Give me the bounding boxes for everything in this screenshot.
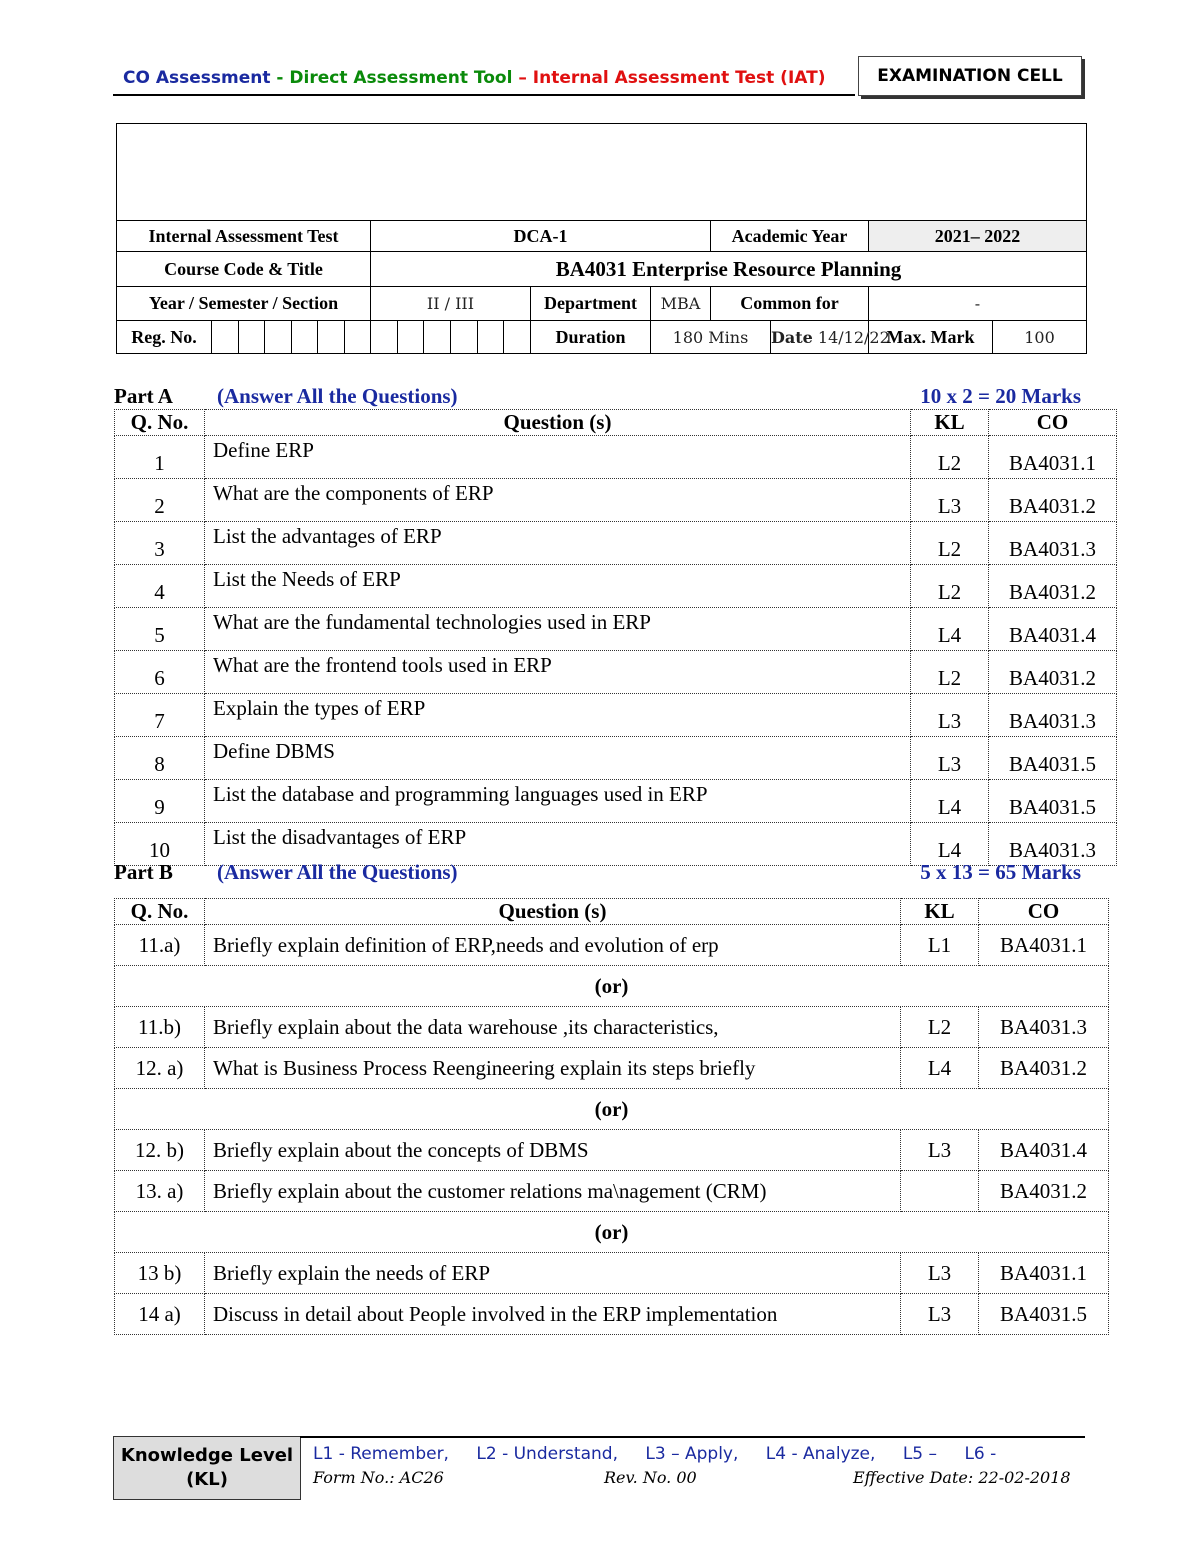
header-qno: Q. No. <box>115 410 205 436</box>
common-for-value: - <box>869 287 1087 321</box>
course-outcome: BA4031.5 <box>989 737 1117 780</box>
question-text: Discuss in detail about People involved in the ERP implementation <box>205 1294 901 1335</box>
knowledge-level: L3 <box>911 479 989 522</box>
question-text: Briefly explain about the concepts of DBMS <box>205 1130 901 1171</box>
reg-digit-box[interactable] <box>292 321 319 353</box>
question-text: Explain the types of ERP <box>205 694 911 737</box>
question-number: 8 <box>115 737 205 780</box>
reg-digit-box[interactable] <box>265 321 292 353</box>
kl-level: L6 - <box>964 1444 997 1464</box>
question-text: List the database and programming languages used in ERP <box>205 780 911 823</box>
kl-level: L5 – <box>902 1444 938 1464</box>
academic-year-label: Academic Year <box>711 221 869 252</box>
question-number: 14 a) <box>115 1294 205 1335</box>
date-cell <box>771 321 890 354</box>
header-title <box>123 68 825 88</box>
duration-label: Duration <box>531 321 651 354</box>
kl-level: L2 - Understand, <box>476 1444 618 1464</box>
question-row <box>115 522 1117 565</box>
part-a-instruction: (Answer All the Questions) <box>217 384 458 408</box>
knowledge-level: L3 <box>901 1253 979 1294</box>
reg-digit-box[interactable] <box>504 321 530 353</box>
reg-digit-box[interactable] <box>478 321 505 353</box>
question-row <box>115 925 1109 966</box>
question-number: 13 b) <box>115 1253 205 1294</box>
question-row <box>115 1171 1109 1212</box>
knowledge-level: L4 <box>901 1048 979 1089</box>
knowledge-level: L4 <box>911 823 989 866</box>
question-text: Define DBMS <box>205 737 911 780</box>
question-row <box>115 780 1117 823</box>
common-for-label: Common for <box>711 287 869 321</box>
question-row <box>115 1253 1109 1294</box>
part-a-table <box>114 409 1117 866</box>
course-outcome: BA4031.2 <box>979 1048 1109 1089</box>
kl-level: L4 - Analyze, <box>765 1444 876 1464</box>
reg-digit-box[interactable] <box>318 321 345 353</box>
question-text: What are the frontend tools used in ERP <box>205 651 911 694</box>
reg-no-label: Reg. No. <box>117 321 212 353</box>
course-outcome: BA4031.1 <box>979 925 1109 966</box>
or-row <box>115 1089 1109 1130</box>
question-number: 11.a) <box>115 925 205 966</box>
or-row <box>115 966 1109 1007</box>
knowledge-level: L2 <box>911 651 989 694</box>
question-number: 7 <box>115 694 205 737</box>
department-value: MBA <box>651 287 711 321</box>
or-separator: (or) <box>115 1212 1109 1253</box>
header-kl: KL <box>911 410 989 436</box>
header-co: CO <box>989 410 1117 436</box>
duration-value: 180 Mins <box>651 321 771 354</box>
question-row <box>115 608 1117 651</box>
knowledge-level <box>901 1171 979 1212</box>
question-text: List the disadvantages of ERP <box>205 823 911 866</box>
knowledge-level: L3 <box>901 1130 979 1171</box>
question-number: 10 <box>115 823 205 866</box>
course-outcome: BA4031.5 <box>989 780 1117 823</box>
reg-digit-box[interactable] <box>212 321 239 353</box>
or-separator: (or) <box>115 1089 1109 1130</box>
or-separator: (or) <box>115 966 1109 1007</box>
reg-digit-box[interactable] <box>239 321 266 353</box>
knowledge-level: L2 <box>911 565 989 608</box>
revision-number: Rev. No. 00 <box>604 1468 697 1487</box>
logo-area <box>117 124 1087 221</box>
course-outcome: BA4031.3 <box>989 522 1117 565</box>
header-rule <box>113 94 855 96</box>
question-text: What is Business Process Reengineering explain its steps briefly <box>205 1048 901 1089</box>
question-text: What are the fundamental technologies used in ERP <box>205 608 911 651</box>
course-outcome: BA4031.3 <box>989 694 1117 737</box>
kl-level: L1 - Remember, <box>313 1444 449 1464</box>
course-outcome: BA4031.2 <box>989 565 1117 608</box>
question-number: 12. b) <box>115 1130 205 1171</box>
part-b-marks: 5 x 13 = 65 Marks <box>920 860 1081 884</box>
kl-level: L3 – Apply, <box>645 1444 739 1464</box>
course-outcome: BA4031.4 <box>979 1130 1109 1171</box>
question-text: List the advantages of ERP <box>205 522 911 565</box>
question-row <box>115 479 1117 522</box>
header-separator: - <box>276 68 284 88</box>
test-label: Internal Assessment Test <box>117 221 371 252</box>
knowledge-level: L4 <box>911 608 989 651</box>
question-number: 6 <box>115 651 205 694</box>
header-co: CO <box>979 899 1109 925</box>
question-text: Briefly explain about the data warehouse ,its characteristics, <box>205 1007 901 1048</box>
examination-cell-box: EXAMINATION CELL <box>858 56 1082 96</box>
question-row <box>115 436 1117 479</box>
header-qno: Q. No. <box>115 899 205 925</box>
knowledge-level: L2 <box>911 522 989 565</box>
kl-box-line1: Knowledge Level <box>120 1445 294 1466</box>
question-row <box>115 565 1117 608</box>
course-label: Course Code & Title <box>117 252 371 287</box>
question-row <box>115 651 1117 694</box>
reg-no-row <box>117 321 371 354</box>
course-outcome: BA4031.3 <box>979 1007 1109 1048</box>
knowledge-levels-list <box>313 1444 1018 1464</box>
question-number: 3 <box>115 522 205 565</box>
question-number: 11.b) <box>115 1007 205 1048</box>
knowledge-level: L1 <box>901 925 979 966</box>
part-b-header-row <box>115 899 1109 925</box>
question-row <box>115 1007 1109 1048</box>
max-mark-value: 100 <box>993 321 1087 354</box>
exam-info-table <box>116 123 1087 354</box>
knowledge-level-box <box>113 1436 301 1500</box>
knowledge-level: L3 <box>911 737 989 780</box>
academic-year-value: 2021– 2022 <box>869 221 1087 252</box>
date-label: Date <box>771 327 813 347</box>
reg-digit-box[interactable] <box>451 321 478 353</box>
page-header <box>113 62 1085 98</box>
question-row <box>115 1294 1109 1335</box>
knowledge-level: L3 <box>911 694 989 737</box>
question-text: Briefly explain about the customer relations ma\nagement (CRM) <box>205 1171 901 1212</box>
reg-no-cells-2 <box>371 321 531 354</box>
course-outcome: BA4031.1 <box>989 436 1117 479</box>
course-outcome: BA4031.3 <box>989 823 1117 866</box>
year-sem-section-label: Year / Semester / Section <box>117 287 371 321</box>
course-outcome: BA4031.4 <box>989 608 1117 651</box>
question-text: List the Needs of ERP <box>205 565 911 608</box>
question-text: Briefly explain the needs of ERP <box>205 1253 901 1294</box>
question-row <box>115 1048 1109 1089</box>
question-row <box>115 694 1117 737</box>
knowledge-level: L3 <box>901 1294 979 1335</box>
course-outcome: BA4031.2 <box>989 651 1117 694</box>
reg-no-cells <box>117 321 370 353</box>
part-b-title: Part B <box>114 860 173 884</box>
reg-digit-box[interactable] <box>371 321 398 353</box>
course-value: BA4031 Enterprise Resource Planning <box>371 252 1087 287</box>
part-b-instruction: (Answer All the Questions) <box>217 860 458 884</box>
header-question: Question (s) <box>205 899 901 925</box>
question-number: 12. a) <box>115 1048 205 1089</box>
reg-digit-box[interactable] <box>398 321 425 353</box>
question-row <box>115 1130 1109 1171</box>
or-row <box>115 1212 1109 1253</box>
date-value: 14/12/22 <box>817 327 890 347</box>
effective-date: Effective Date: 22-02-2018 <box>853 1468 1071 1487</box>
year-sem-section-value: II / III <box>371 287 531 321</box>
part-a-header-row <box>115 410 1117 436</box>
question-text: What are the components of ERP <box>205 479 911 522</box>
question-number: 1 <box>115 436 205 479</box>
question-number: 4 <box>115 565 205 608</box>
max-mark-label: Max. Mark <box>869 321 993 354</box>
question-number: 9 <box>115 780 205 823</box>
reg-digit-box[interactable] <box>345 321 371 353</box>
knowledge-level: L4 <box>911 780 989 823</box>
iat-label: Internal Assessment Test (IAT) <box>532 68 826 88</box>
course-outcome: BA4031.2 <box>989 479 1117 522</box>
knowledge-level: L2 <box>911 436 989 479</box>
question-text: Define ERP <box>205 436 911 479</box>
part-a-marks: 10 x 2 = 20 Marks <box>920 384 1081 408</box>
header-separator: – <box>518 68 527 88</box>
question-number: 5 <box>115 608 205 651</box>
kl-box-line2: (KL) <box>186 1469 228 1490</box>
form-number: Form No.: AC26 <box>313 1468 444 1487</box>
course-outcome: BA4031.1 <box>979 1253 1109 1294</box>
part-a-title: Part A <box>114 384 173 408</box>
department-label: Department <box>531 287 651 321</box>
co-assessment-label: CO Assessment <box>123 68 271 88</box>
part-b-table <box>114 898 1109 1335</box>
question-number: 2 <box>115 479 205 522</box>
question-number: 13. a) <box>115 1171 205 1212</box>
course-outcome: BA4031.2 <box>979 1171 1109 1212</box>
course-outcome: BA4031.5 <box>979 1294 1109 1335</box>
test-value: DCA-1 <box>371 221 711 252</box>
direct-tool-label: Direct Assessment Tool <box>289 68 513 88</box>
header-kl: KL <box>901 899 979 925</box>
footer-rule <box>300 1436 1085 1438</box>
question-text: Briefly explain definition of ERP,needs and evolution of erp <box>205 925 901 966</box>
knowledge-level: L2 <box>901 1007 979 1048</box>
reg-digit-box[interactable] <box>424 321 451 353</box>
header-question: Question (s) <box>205 410 911 436</box>
question-row <box>115 737 1117 780</box>
